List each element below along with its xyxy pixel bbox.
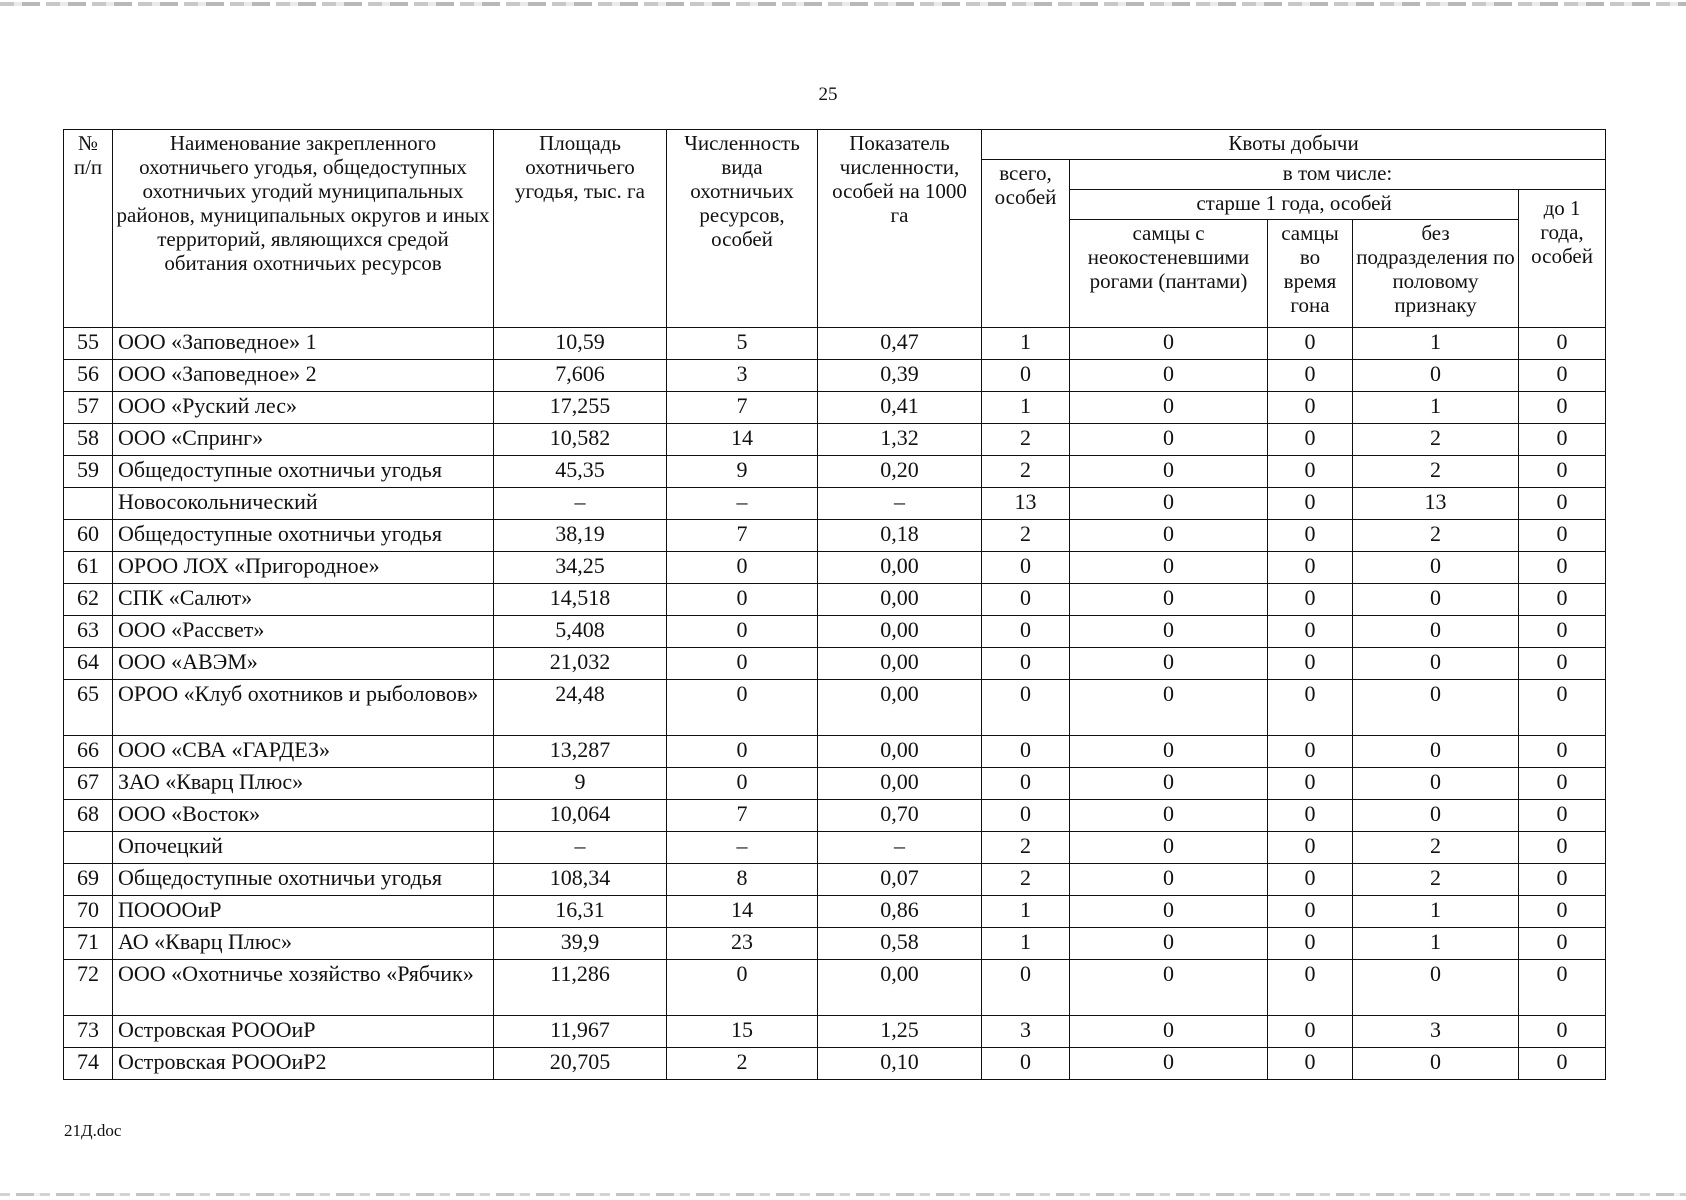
- cell-total: 1: [982, 328, 1070, 360]
- cell-males-antlers: 0: [1070, 736, 1268, 768]
- cell-population: 0: [667, 648, 818, 680]
- header-population: Численность вида охотничьих ресурсов, особей: [667, 130, 818, 328]
- cell-name: Островская РОООиР2: [113, 1048, 494, 1080]
- cell-under1: 0: [1519, 928, 1606, 960]
- cell-index: 0,10: [818, 1048, 982, 1080]
- cell-num: 72: [64, 960, 113, 1016]
- cell-total: 2: [982, 456, 1070, 488]
- cell-no-sex: 0: [1353, 360, 1519, 392]
- footer-filename: 21Д.doc: [64, 1121, 122, 1140]
- table-row: [64, 960, 1606, 1016]
- cell-area: 11,967: [494, 1016, 667, 1048]
- table-row: [64, 424, 1606, 456]
- cell-males-antlers: 0: [1070, 456, 1268, 488]
- table-row: [64, 768, 1606, 800]
- cell-under1: 0: [1519, 648, 1606, 680]
- cell-no-sex: 0: [1353, 552, 1519, 584]
- table-row: [64, 648, 1606, 680]
- cell-area: 38,19: [494, 520, 667, 552]
- cell-total: 2: [982, 832, 1070, 864]
- cell-population: 0: [667, 552, 818, 584]
- cell-under1: 0: [1519, 832, 1606, 864]
- cell-name: ООО «Заповедное» 1: [113, 328, 494, 360]
- cell-num: 61: [64, 552, 113, 584]
- header-males-rut: самцы во время гона: [1268, 220, 1353, 328]
- cell-males-antlers: 0: [1070, 328, 1268, 360]
- cell-name: ПООООиР: [113, 896, 494, 928]
- cell-index: 0,00: [818, 736, 982, 768]
- cell-total: 0: [982, 960, 1070, 1016]
- cell-name: ООО «Восток»: [113, 800, 494, 832]
- cell-index: 0,00: [818, 552, 982, 584]
- cell-population: –: [667, 832, 818, 864]
- cell-population: 0: [667, 736, 818, 768]
- cell-males-rut: 0: [1268, 960, 1353, 1016]
- cell-population: 14: [667, 424, 818, 456]
- cell-area: –: [494, 488, 667, 520]
- cell-total: 0: [982, 768, 1070, 800]
- cell-no-sex: 0: [1353, 736, 1519, 768]
- cell-males-rut: 0: [1268, 360, 1353, 392]
- cell-index: 0,00: [818, 680, 982, 736]
- cell-name: Общедоступные охотничьи угодья: [113, 520, 494, 552]
- cell-index: 0,86: [818, 896, 982, 928]
- header-area: Площадь охотничьего угодья, тыс. га: [494, 130, 667, 328]
- cell-num: 56: [64, 360, 113, 392]
- cell-num: 73: [64, 1016, 113, 1048]
- table-row: [64, 456, 1606, 488]
- cell-males-rut: 0: [1268, 864, 1353, 896]
- cell-population: 9: [667, 456, 818, 488]
- page-number: 25: [818, 84, 838, 105]
- table-row: [64, 520, 1606, 552]
- table-row: [64, 1016, 1606, 1048]
- scan-edge-bottom: [0, 1193, 1686, 1196]
- cell-index: 0,47: [818, 328, 982, 360]
- cell-under1: 0: [1519, 680, 1606, 736]
- cell-total: 1: [982, 896, 1070, 928]
- cell-males-rut: 0: [1268, 520, 1353, 552]
- cell-index: 0,00: [818, 960, 982, 1016]
- cell-num: 63: [64, 616, 113, 648]
- cell-no-sex: 13: [1353, 488, 1519, 520]
- cell-index: 0,00: [818, 584, 982, 616]
- cell-num: 57: [64, 392, 113, 424]
- cell-under1: 0: [1519, 1016, 1606, 1048]
- cell-num: 70: [64, 896, 113, 928]
- cell-population: 0: [667, 960, 818, 1016]
- cell-name: ООО «Рассвет»: [113, 616, 494, 648]
- cell-area: 16,31: [494, 896, 667, 928]
- cell-no-sex: 1: [1353, 392, 1519, 424]
- cell-total: 2: [982, 424, 1070, 456]
- header-index: Показатель численности, особей на 1000 га: [818, 130, 982, 328]
- table-row: [64, 392, 1606, 424]
- cell-area: 34,25: [494, 552, 667, 584]
- cell-under1: 0: [1519, 424, 1606, 456]
- cell-no-sex: 1: [1353, 928, 1519, 960]
- cell-males-rut: 0: [1268, 680, 1353, 736]
- scan-edge-top: [0, 2, 1686, 6]
- cell-num: 68: [64, 800, 113, 832]
- cell-name: ОРОО ЛОХ «Пригородное»: [113, 552, 494, 584]
- cell-males-rut: 0: [1268, 616, 1353, 648]
- cell-name: ООО «Заповедное» 2: [113, 360, 494, 392]
- cell-index: 1,32: [818, 424, 982, 456]
- cell-under1: 0: [1519, 768, 1606, 800]
- cell-males-rut: 0: [1268, 552, 1353, 584]
- cell-males-antlers: 0: [1070, 1048, 1268, 1080]
- cell-males-antlers: 0: [1070, 1016, 1268, 1048]
- cell-no-sex: 0: [1353, 616, 1519, 648]
- cell-population: 7: [667, 800, 818, 832]
- cell-under1: 0: [1519, 616, 1606, 648]
- cell-no-sex: 2: [1353, 832, 1519, 864]
- cell-name: Общедоступные охотничьи угодья: [113, 864, 494, 896]
- cell-under1: 0: [1519, 392, 1606, 424]
- cell-under1: 0: [1519, 896, 1606, 928]
- cell-males-antlers: 0: [1070, 648, 1268, 680]
- cell-total: 0: [982, 648, 1070, 680]
- cell-males-rut: 0: [1268, 1016, 1353, 1048]
- cell-area: 14,518: [494, 584, 667, 616]
- cell-males-rut: 0: [1268, 424, 1353, 456]
- cell-under1: 0: [1519, 584, 1606, 616]
- cell-name: АО «Кварц Плюс»: [113, 928, 494, 960]
- cell-males-rut: 0: [1268, 456, 1353, 488]
- cell-total: 0: [982, 616, 1070, 648]
- cell-males-rut: 0: [1268, 648, 1353, 680]
- header-under1: до 1 года, особей: [1519, 190, 1606, 328]
- cell-males-rut: 0: [1268, 800, 1353, 832]
- cell-total: 13: [982, 488, 1070, 520]
- cell-name: ЗАО «Кварц Плюс»: [113, 768, 494, 800]
- cell-name: Общедоступные охотничьи угодья: [113, 456, 494, 488]
- table-row: [64, 896, 1606, 928]
- cell-area: 10,59: [494, 328, 667, 360]
- table-row: [64, 584, 1606, 616]
- cell-males-rut: 0: [1268, 392, 1353, 424]
- cell-population: –: [667, 488, 818, 520]
- cell-males-antlers: 0: [1070, 800, 1268, 832]
- cell-index: 0,41: [818, 392, 982, 424]
- header-name: Наименование закрепленного охотничьего угодья, общедоступных охотничьих угодий муниципальных районов, муниципальных округов и иных территорий, являющихся средой обитания охотничьих ресурсов: [113, 130, 494, 328]
- table-row: [64, 360, 1606, 392]
- cell-index: 1,25: [818, 1016, 982, 1048]
- cell-num: [64, 832, 113, 864]
- cell-name: ООО «АВЭМ»: [113, 648, 494, 680]
- table-row: [64, 680, 1606, 736]
- header-no-sex: без подразделения по половому признаку: [1353, 220, 1519, 328]
- cell-total: 0: [982, 800, 1070, 832]
- cell-under1: 0: [1519, 552, 1606, 584]
- cell-males-antlers: 0: [1070, 552, 1268, 584]
- cell-num: 64: [64, 648, 113, 680]
- cell-males-rut: 0: [1268, 584, 1353, 616]
- cell-num: 65: [64, 680, 113, 736]
- cell-num: 67: [64, 768, 113, 800]
- cell-population: 14: [667, 896, 818, 928]
- cell-under1: 0: [1519, 800, 1606, 832]
- cell-num: 66: [64, 736, 113, 768]
- cell-index: 0,39: [818, 360, 982, 392]
- cell-population: 5: [667, 328, 818, 360]
- cell-males-antlers: 0: [1070, 832, 1268, 864]
- table-row: [64, 832, 1606, 864]
- cell-males-antlers: 0: [1070, 520, 1268, 552]
- cell-num: 74: [64, 1048, 113, 1080]
- cell-name: Опочецкий: [113, 832, 494, 864]
- cell-total: 1: [982, 392, 1070, 424]
- quota-table: [63, 129, 1606, 1080]
- cell-no-sex: 1: [1353, 328, 1519, 360]
- table-row: [64, 864, 1606, 896]
- cell-area: 39,9: [494, 928, 667, 960]
- cell-name: ООО «Спринг»: [113, 424, 494, 456]
- header-males-antlers: самцы с неокостеневшими рогами (пантами): [1070, 220, 1268, 328]
- cell-no-sex: 0: [1353, 768, 1519, 800]
- cell-total: 0: [982, 584, 1070, 616]
- cell-index: –: [818, 832, 982, 864]
- cell-population: 0: [667, 584, 818, 616]
- table-row: [64, 488, 1606, 520]
- cell-population: 23: [667, 928, 818, 960]
- cell-population: 8: [667, 864, 818, 896]
- cell-num: 62: [64, 584, 113, 616]
- cell-population: 3: [667, 360, 818, 392]
- cell-area: 10,064: [494, 800, 667, 832]
- cell-under1: 0: [1519, 1048, 1606, 1080]
- table-row: [64, 928, 1606, 960]
- cell-index: 0,20: [818, 456, 982, 488]
- cell-num: 60: [64, 520, 113, 552]
- cell-population: 7: [667, 392, 818, 424]
- cell-males-rut: 0: [1268, 1048, 1353, 1080]
- cell-index: 0,70: [818, 800, 982, 832]
- cell-name: ОРОО «Клуб охотников и рыболовов»: [113, 680, 494, 736]
- cell-area: 7,606: [494, 360, 667, 392]
- cell-index: 0,00: [818, 768, 982, 800]
- cell-population: 15: [667, 1016, 818, 1048]
- cell-total: 2: [982, 864, 1070, 896]
- cell-name: СПК «Салют»: [113, 584, 494, 616]
- cell-population: 2: [667, 1048, 818, 1080]
- cell-num: 59: [64, 456, 113, 488]
- table-row: [64, 736, 1606, 768]
- cell-no-sex: 0: [1353, 584, 1519, 616]
- cell-under1: 0: [1519, 520, 1606, 552]
- cell-males-antlers: 0: [1070, 584, 1268, 616]
- cell-area: 5,408: [494, 616, 667, 648]
- cell-index: –: [818, 488, 982, 520]
- header-including: в том числе:: [1070, 160, 1606, 190]
- cell-males-antlers: 0: [1070, 960, 1268, 1016]
- cell-index: 0,07: [818, 864, 982, 896]
- cell-area: 24,48: [494, 680, 667, 736]
- cell-total: 2: [982, 520, 1070, 552]
- cell-population: 0: [667, 680, 818, 736]
- cell-no-sex: 0: [1353, 800, 1519, 832]
- cell-males-antlers: 0: [1070, 680, 1268, 736]
- cell-males-rut: 0: [1268, 832, 1353, 864]
- cell-no-sex: 0: [1353, 648, 1519, 680]
- cell-no-sex: 2: [1353, 424, 1519, 456]
- cell-num: [64, 488, 113, 520]
- cell-under1: 0: [1519, 864, 1606, 896]
- cell-no-sex: 2: [1353, 456, 1519, 488]
- cell-area: 11,286: [494, 960, 667, 1016]
- cell-males-rut: 0: [1268, 736, 1353, 768]
- cell-population: 7: [667, 520, 818, 552]
- cell-males-antlers: 0: [1070, 768, 1268, 800]
- cell-no-sex: 0: [1353, 960, 1519, 1016]
- cell-under1: 0: [1519, 328, 1606, 360]
- cell-males-antlers: 0: [1070, 488, 1268, 520]
- cell-area: 45,35: [494, 456, 667, 488]
- cell-total: 0: [982, 680, 1070, 736]
- cell-males-antlers: 0: [1070, 424, 1268, 456]
- header-older: старше 1 года, особей: [1070, 190, 1519, 220]
- cell-under1: 0: [1519, 360, 1606, 392]
- cell-no-sex: 2: [1353, 864, 1519, 896]
- cell-area: 13,287: [494, 736, 667, 768]
- cell-area: 108,34: [494, 864, 667, 896]
- cell-population: 0: [667, 616, 818, 648]
- cell-males-rut: 0: [1268, 896, 1353, 928]
- table-row: [64, 616, 1606, 648]
- cell-area: 17,255: [494, 392, 667, 424]
- cell-index: 0,58: [818, 928, 982, 960]
- cell-males-rut: 0: [1268, 488, 1353, 520]
- table-body: [64, 328, 1606, 1080]
- cell-name: ООО «Охотничье хозяйство «Рябчик»: [113, 960, 494, 1016]
- cell-males-antlers: 0: [1070, 616, 1268, 648]
- cell-population: 0: [667, 768, 818, 800]
- cell-area: 10,582: [494, 424, 667, 456]
- cell-index: 0,00: [818, 648, 982, 680]
- table-row: [64, 328, 1606, 360]
- cell-under1: 0: [1519, 456, 1606, 488]
- cell-males-antlers: 0: [1070, 864, 1268, 896]
- cell-area: 20,705: [494, 1048, 667, 1080]
- cell-total: 0: [982, 1048, 1070, 1080]
- header-num: № п/п: [64, 130, 113, 328]
- table-row: [64, 552, 1606, 584]
- cell-under1: 0: [1519, 960, 1606, 1016]
- cell-area: –: [494, 832, 667, 864]
- cell-name: ООО «Руский лес»: [113, 392, 494, 424]
- cell-area: 21,032: [494, 648, 667, 680]
- cell-num: 69: [64, 864, 113, 896]
- cell-under1: 0: [1519, 488, 1606, 520]
- cell-males-rut: 0: [1268, 768, 1353, 800]
- cell-total: 3: [982, 1016, 1070, 1048]
- cell-num: 58: [64, 424, 113, 456]
- cell-name: ООО «СВА «ГАРДЕЗ»: [113, 736, 494, 768]
- header-total: всего, особей: [982, 160, 1070, 328]
- cell-males-rut: 0: [1268, 928, 1353, 960]
- header-quotas: Квоты добычи: [982, 130, 1606, 160]
- cell-under1: 0: [1519, 736, 1606, 768]
- cell-no-sex: 0: [1353, 680, 1519, 736]
- cell-no-sex: 3: [1353, 1016, 1519, 1048]
- table-row: [64, 1048, 1606, 1080]
- cell-total: 0: [982, 360, 1070, 392]
- cell-total: 0: [982, 736, 1070, 768]
- cell-males-antlers: 0: [1070, 392, 1268, 424]
- cell-no-sex: 1: [1353, 896, 1519, 928]
- cell-index: 0,00: [818, 616, 982, 648]
- cell-num: 71: [64, 928, 113, 960]
- table-row: [64, 800, 1606, 832]
- cell-total: 1: [982, 928, 1070, 960]
- cell-index: 0,18: [818, 520, 982, 552]
- cell-total: 0: [982, 552, 1070, 584]
- cell-name: Островская РОООиР: [113, 1016, 494, 1048]
- cell-males-antlers: 0: [1070, 928, 1268, 960]
- cell-name: Новосокольнический: [113, 488, 494, 520]
- cell-no-sex: 0: [1353, 1048, 1519, 1080]
- cell-no-sex: 2: [1353, 520, 1519, 552]
- table-header: [64, 130, 1606, 328]
- cell-males-rut: 0: [1268, 328, 1353, 360]
- cell-num: 55: [64, 328, 113, 360]
- cell-males-antlers: 0: [1070, 360, 1268, 392]
- cell-males-antlers: 0: [1070, 896, 1268, 928]
- cell-area: 9: [494, 768, 667, 800]
